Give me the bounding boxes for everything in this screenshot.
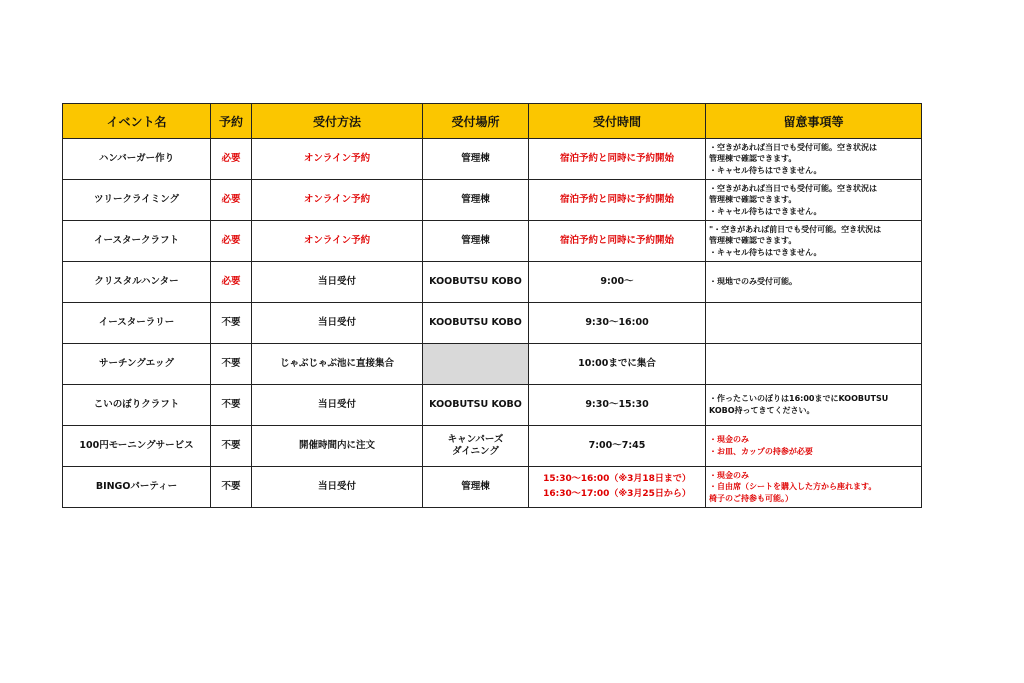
place-line: キャンパーズ [447,433,504,445]
note-line: KOBO持ってきてください。 [709,406,815,415]
place-cell: KOOBUTSU KOBO [423,385,529,426]
place-cell [423,426,529,467]
notes-cell [706,385,922,426]
table-row [63,467,922,508]
note-line: 椅子のご持参も可能。） [709,493,793,503]
event-name-cell: サーチングエッグ [63,344,211,385]
place-cell: 管理棟 [423,139,529,180]
time-line: 16:30〜17:00（※3月25日から） [543,489,691,499]
time-cell: 宿泊予約と同時に予約開始 [529,139,706,180]
notes-cell [706,262,922,303]
event-name-cell: クリスタルハンター [63,262,211,303]
event-name-cell: ハンバーガー作り [63,139,211,180]
method-cell: 当日受付 [252,467,423,508]
event-name-cell: こいのぼりクラフト [63,385,211,426]
note-line: "・空きがあれば前日でも受付可能。空き状況は [709,224,882,234]
note-line: ・キャセル待ちはできません。 [709,206,822,216]
event-name-cell: ツリークライミング [63,180,211,221]
reservation-cell: 不要 [211,385,252,426]
method-cell: 開催時間内に注文 [252,426,423,467]
method-cell: 当日受付 [252,262,423,303]
reservation-cell: 不要 [211,344,252,385]
method-cell: オンライン予約 [252,180,423,221]
time-cell: 宿泊予約と同時に予約開始 [529,180,706,221]
event-schedule-table [62,103,922,508]
method-cell: オンライン予約 [252,139,423,180]
reservation-cell: 必要 [211,221,252,262]
time-cell: 9:00〜 [529,262,706,303]
header-notes: 留意事項等 [706,104,922,139]
time-line: 15:30〜16:00（※3月18日まで） [543,473,691,484]
event-name-cell: イースタークラフト [63,221,211,262]
note-line: 管理棟で確認できます。 [709,154,797,164]
reservation-cell: 不要 [211,426,252,467]
note-line: ・キャセル待ちはできません。 [709,165,822,175]
note-line: ・空きがあれば当日でも受付可能。空き状況は [709,142,877,152]
notes-cell [706,303,922,344]
notes-cell [706,426,922,467]
table-row [63,303,922,344]
notes-cell [706,139,922,180]
event-name-cell: イースターラリー [63,303,211,344]
note-line: 管理棟で確認できます。 [709,236,797,246]
note-line: ・現金のみ [709,470,749,480]
table-row [63,344,922,385]
table-row [63,139,922,180]
notes-cell [706,221,922,262]
note-line: ・お皿、カップの持参が必要 [709,447,813,456]
header-time: 受付時間 [529,104,706,139]
header-method: 受付方法 [252,104,423,139]
header-reservation: 予約 [211,104,252,139]
note-line: ・作ったこいのぼりは16:00までにKOOBUTSU [709,394,889,404]
place-cell: 管理棟 [423,221,529,262]
method-cell: 当日受付 [252,303,423,344]
reservation-cell: 不要 [211,467,252,508]
reservation-cell: 必要 [211,180,252,221]
note-line: ・空きがあれば当日でも受付可能。空き状況は [709,183,877,193]
table-row [63,180,922,221]
place-cell: 管理棟 [423,180,529,221]
reservation-cell: 必要 [211,262,252,303]
time-cell [529,467,706,508]
method-cell: じゃぶじゃぶ池に直接集合 [252,344,423,385]
table-row [63,385,922,426]
time-cell: 9:30〜16:00 [529,303,706,344]
note-line: ・現地でのみ受付可能。 [709,277,797,287]
notes-cell [706,180,922,221]
notes-cell [706,344,922,385]
notes-cell [706,467,922,508]
table-row [63,221,922,262]
time-cell: 10:00までに集合 [529,344,706,385]
note-line: ・自由席（シートを購入した方から座れます。 [709,482,877,492]
time-cell: 7:00〜7:45 [529,426,706,467]
place-cell: KOOBUTSU KOBO [423,303,529,344]
table-row [63,426,922,467]
time-cell: 9:30〜15:30 [529,385,706,426]
place-cell: 管理棟 [423,467,529,508]
place-line: ダイニング [452,446,499,457]
note-line: ・キャセル待ちはできません。 [709,247,822,257]
method-cell: 当日受付 [252,385,423,426]
note-line: 管理棟で確認できます。 [709,195,797,205]
reservation-cell: 不要 [211,303,252,344]
header-event-name: イベント名 [63,104,211,139]
header-place: 受付場所 [423,104,529,139]
table-row [63,262,922,303]
method-cell: オンライン予約 [252,221,423,262]
place-cell: KOOBUTSU KOBO [423,262,529,303]
table-header-row [63,104,922,139]
note-line: ・現金のみ [709,435,749,445]
reservation-cell: 必要 [211,139,252,180]
place-cell-empty [423,344,529,385]
event-name-cell: 100円モーニングサービス [63,426,211,467]
event-name-cell: BINGOパーティー [63,467,211,508]
time-cell: 宿泊予約と同時に予約開始 [529,221,706,262]
